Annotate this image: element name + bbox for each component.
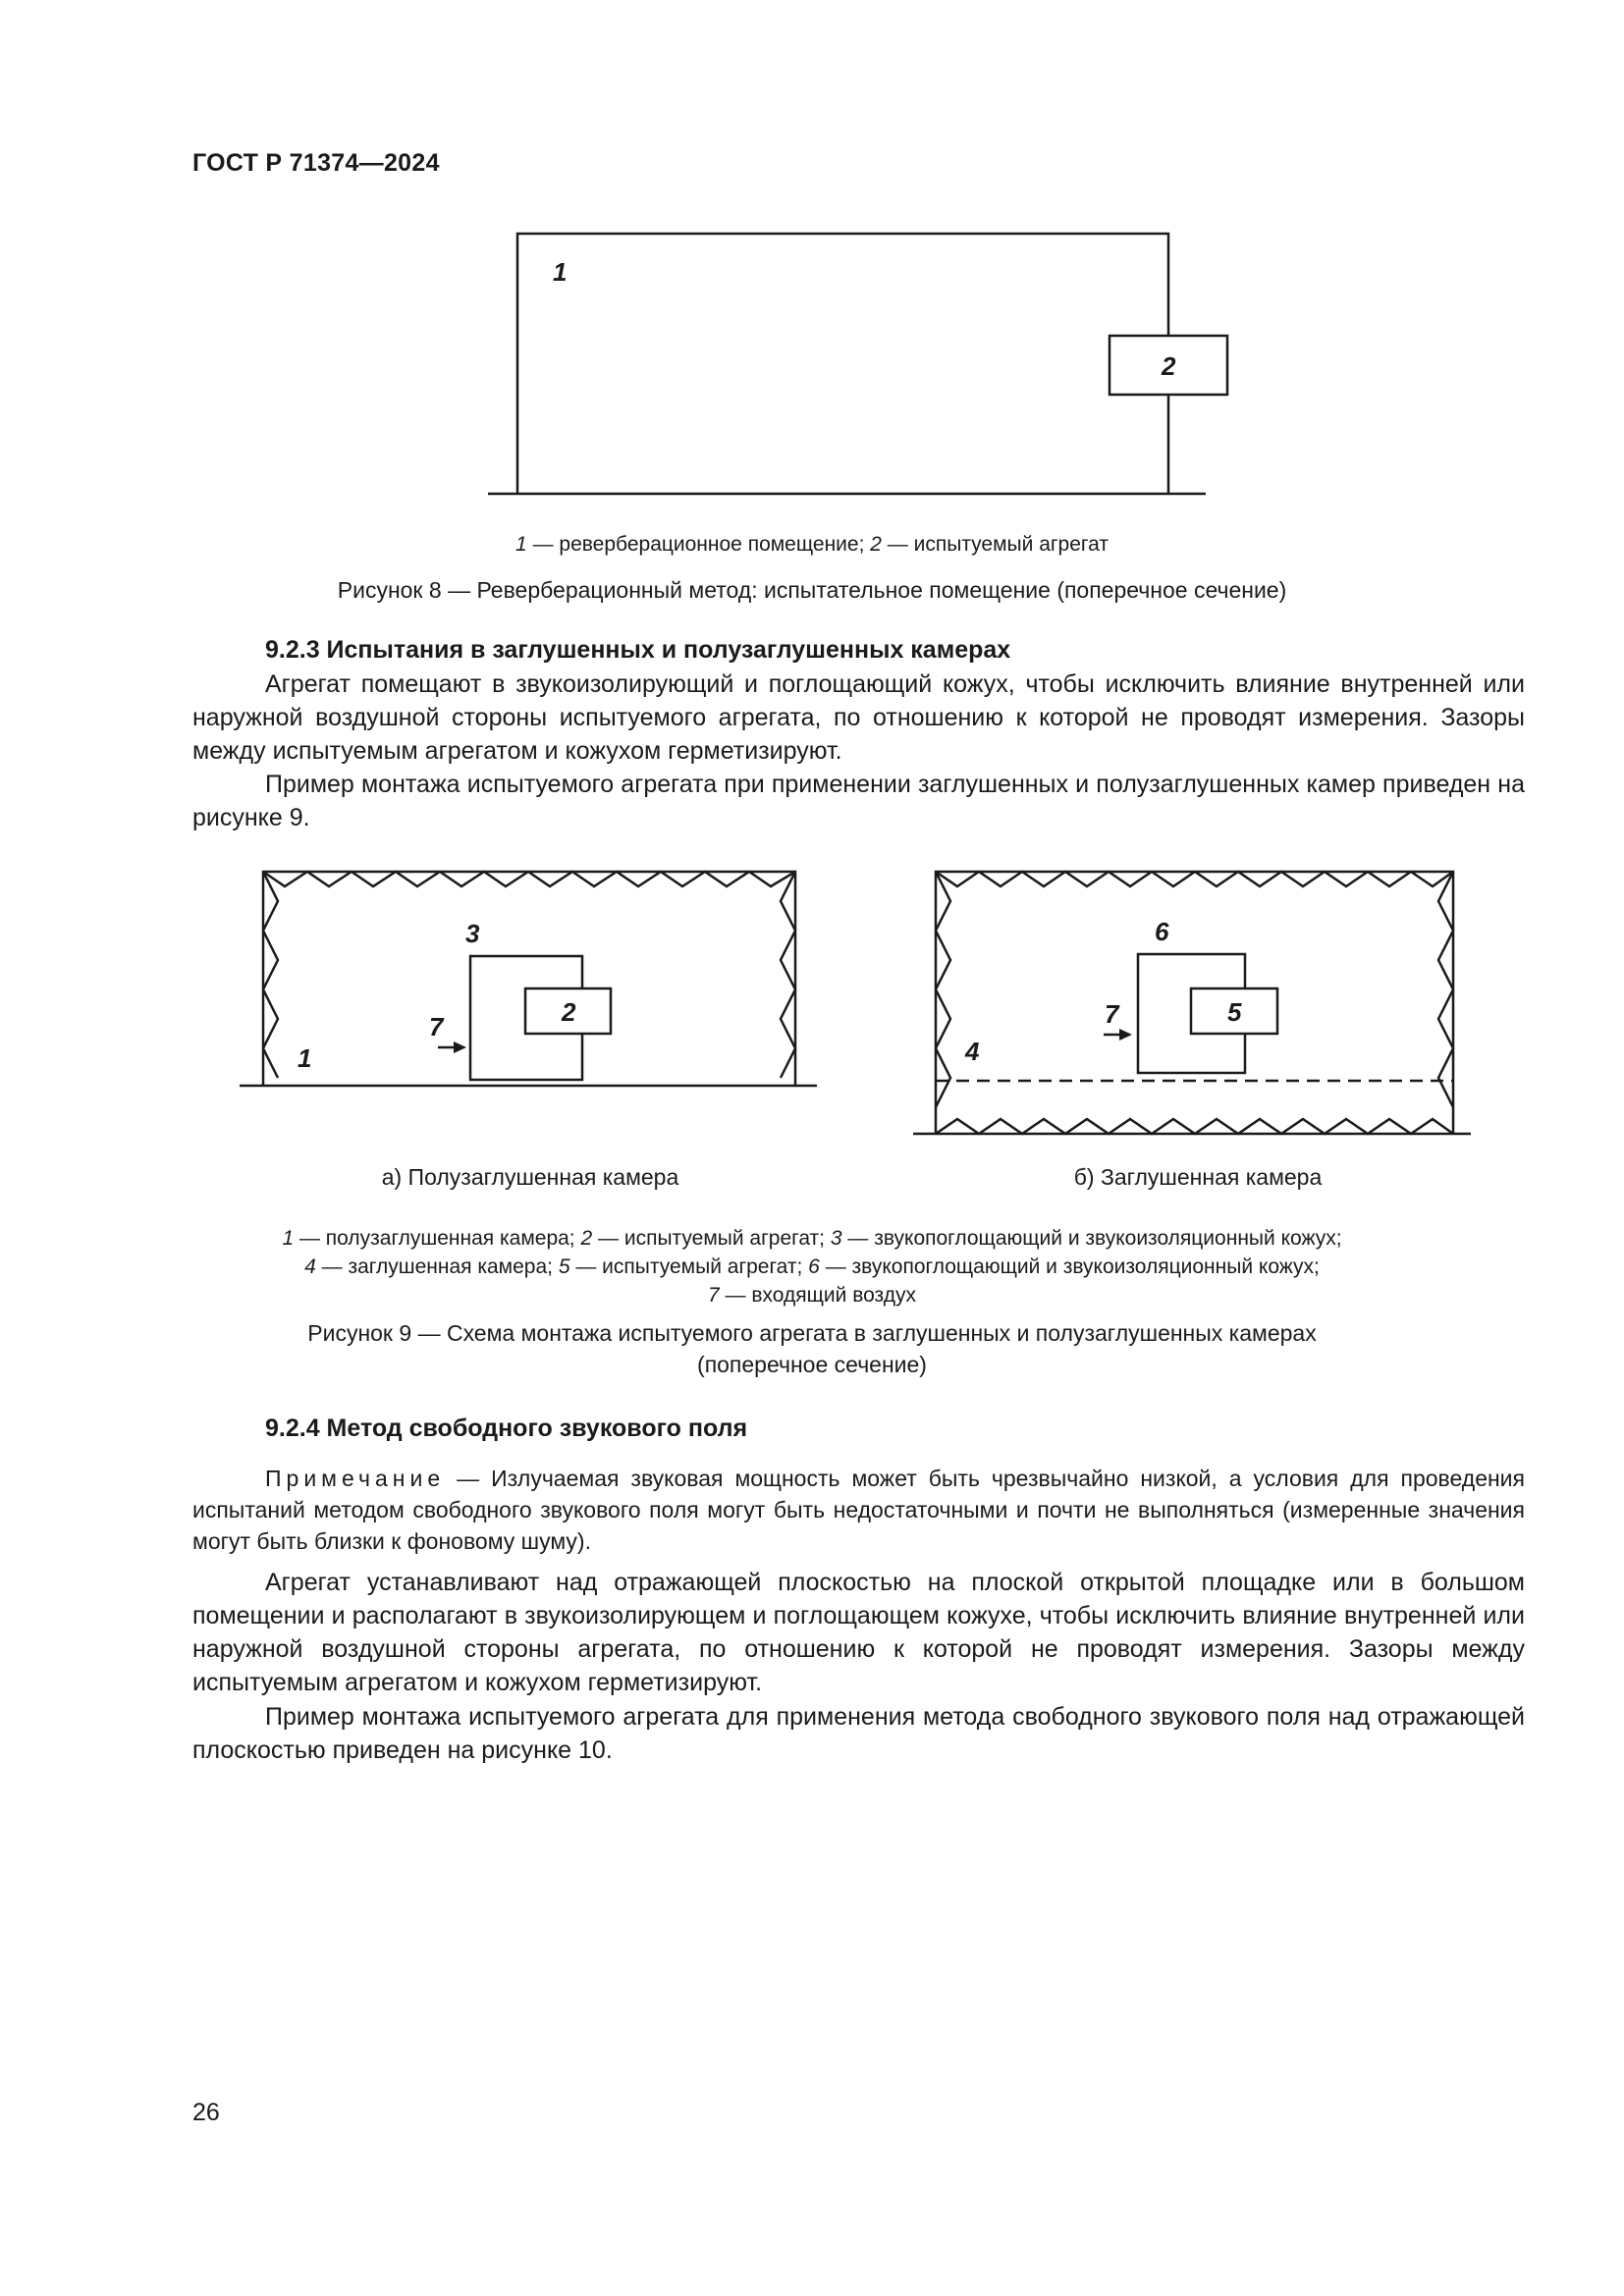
fig9-caption: Рисунок 9 — Схема монтажа испытуемого агрегата в заглушенных и полузаглушенных камерах (поперечное сечение) [307, 1320, 1317, 1377]
fig9-legend [0, 1224, 1624, 1309]
fig9a-right-absorber [781, 872, 795, 1078]
page-number: 26 [192, 2099, 220, 2126]
section-923-paragraph-1: Агрегат помещают в звукоизолирующий и поглощающий кожух, чтобы исключить влияние внутренней или наружной воздушной стороны испытуемого агрегата, по отношению к которой не проводят измерения. Зазоры между испытуемым агрегатом и кожухом герметизируют. [192, 670, 1525, 765]
fig8-label-1: 1 [553, 257, 568, 287]
figure-9-diagram [0, 844, 1624, 1158]
fig9-subcaption-b: б) Заглушенная камера [1073, 1164, 1323, 1190]
fig9a-label-7: 7 [429, 1012, 444, 1041]
fig9a-label-2: 2 [562, 997, 576, 1027]
fig9b-label-5: 5 [1227, 997, 1242, 1027]
note-label: Примечание [265, 1466, 446, 1491]
fig9a-ceiling-absorber [263, 872, 795, 886]
section-923-paragraph-2: Пример монтажа испытуемого агрегата при применении заглушенных и полузаглушенных камер приведен на рисунке 9. [192, 771, 1525, 831]
section-924-note [192, 1463, 1525, 1557]
fig9-subcaption-a: а) Полузаглушенная камера [381, 1164, 679, 1190]
fig9a-left-absorber [263, 872, 278, 1078]
fig9b-chamber [913, 872, 1471, 1134]
fig8-caption: Рисунок 8 — Реверберационный метод: испытательное помещение (поперечное сечение) [337, 577, 1287, 603]
fig9a-walls [263, 872, 795, 1086]
fig9a-chamber [240, 872, 817, 1086]
note-text: — Излучаемая звуковая мощность может быть чрезвычайно низкой, а условия для проведения испытаний методом свободного звукового поля могут быть недостаточными и почти не выполняться (измеренные значения могут быть близки к фоновому шуму). [192, 1466, 1525, 1554]
figure-8-diagram [0, 0, 1624, 550]
fig9b-right-absorber [1438, 872, 1453, 1107]
section-924-heading: 9.2.4 Метод свободного звукового поля [265, 1415, 748, 1442]
fig9b-floor-absorber [936, 1119, 1453, 1134]
fig8-legend: 1 — реверберационное помещение; 2 — испытуемый агрегат [515, 533, 1109, 556]
fig9b-label-6: 6 [1155, 917, 1169, 946]
fig9a-label-3: 3 [465, 919, 480, 948]
fig9-legend-line-1: 1 — полузаглушенная камера; 2 — испытуемый агрегат; 3 — звукопоглощающий и звукоизоляционный кожух; [282, 1227, 1342, 1250]
fig8-label-2: 2 [1162, 351, 1176, 381]
fig9a-air-arrow-head [454, 1041, 466, 1053]
fig9-legend-line-2: 4 — заглушенная камера; 5 — испытуемый агрегат; 6 — звукопоглощающий и звукоизоляционный кожух; [304, 1255, 1320, 1278]
section-924-paragraph-2: Пример монтажа испытуемого агрегата для применения метода свободного звукового поля над отражающей плоскостью приведен на рисунке 10. [192, 1703, 1525, 1764]
section-924-paragraph-1: Агрегат устанавливают над отражающей плоскостью на плоской открытой площадке или в большом помещении и располагают в звукоизолирующем и поглощающем кожухе, чтобы исключить влияние внутренней или наружной воздушной стороны агрегата, по отношению к которой не проводят измерения. Зазоры между испытуемым агрегатом и кожухом герметизируют. [192, 1569, 1525, 1696]
fig9b-label-4: 4 [965, 1037, 980, 1066]
fig9-legend-line-3: 7 — входящий воздух [708, 1284, 916, 1307]
fig9b-label-7: 7 [1105, 999, 1119, 1029]
fig9b-air-arrow-head [1119, 1029, 1132, 1041]
fig9a-label-1: 1 [298, 1043, 312, 1073]
fig9b-left-absorber [936, 872, 950, 1107]
standard-header: ГОСТ Р 71374—2024 [192, 149, 440, 177]
section-923-heading: 9.2.3 Испытания в заглушенных и полузаглушенных камерах [265, 636, 1011, 664]
fig9b-ceiling-absorber [936, 872, 1453, 886]
fig8-room-outline [517, 234, 1168, 494]
